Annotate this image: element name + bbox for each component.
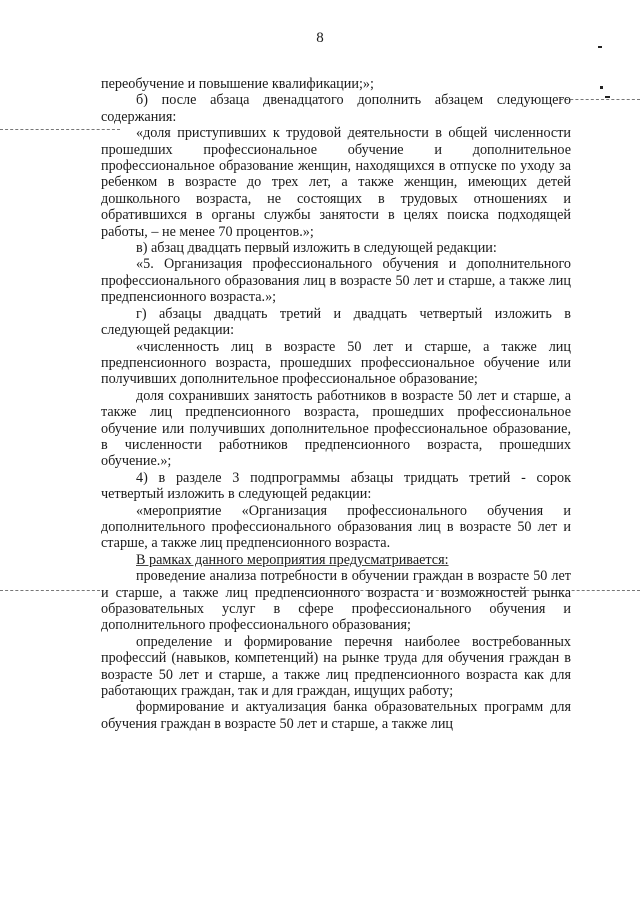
paragraph: «численность лиц в возрасте 50 лет и старше, а также лиц предпенсионного возраста, прошедших профессиональное обучение или получивших дополнительное профессиональное образование;: [101, 338, 571, 388]
paragraph: переобучение и повышение квалификации;»;: [101, 76, 374, 92]
scan-mark: [598, 46, 602, 48]
document-body: [101, 76, 571, 732]
paragraph: В рамках данного мероприятия предусматривается:: [136, 551, 449, 568]
paragraph: «мероприятие «Организация профессионального обучения и дополнительного профессионального образования лиц в возрасте 50 лет и старше, а также лиц предпенсионного возраста.: [101, 502, 571, 552]
paragraph: в) абзац двадцать первый изложить в следующей редакции:: [136, 240, 497, 257]
paragraph: определение и формирование перечня наиболее востребованных профессий (навыков, компетенций) на рынке труда для обучения граждан в возрасте 50 лет и старше, а также лиц предпенсионного возраста как для работающих граждан, так и для граждан, ищущих работу;: [101, 633, 571, 700]
scan-line: [0, 590, 100, 591]
paragraph: «доля приступивших к трудовой деятельности в общей численности прошедших профессиональное обучение и дополнительное профессиональное образование женщин, находящихся в отпуске по уходу за ребенком в возрасте до трех лет, а также женщин, имеющих детей дошкольного возраста, не состоящих в трудовых отношениях и обратившихся в органы службы занятости в целях поиска подходящей работы, – не менее 70 процентов.»;: [101, 125, 571, 240]
paragraph: «5. Организация профессионального обучения и дополнительного профессионального образования лиц в возрасте 50 лет и старше, а также лиц предпенсионного возраста.»;: [101, 256, 571, 306]
scan-mark: [605, 96, 610, 98]
paragraph: г) абзацы двадцать третий и двадцать четвертый изложить в следующей редакции:: [101, 305, 571, 339]
paragraph: формирование и актуализация банка образовательных программ для обучения граждан в возрасте 50 лет и старше, а также лиц: [101, 699, 571, 732]
paragraph: доля сохранивших занятость работников в возрасте 50 лет и старше, а также лиц предпенсионного возраста, прошедших профессиональное обучение или получивших дополнительное профессиональное образование, в численности работников предпенсионного возраста, прошедших обучение.»;: [101, 387, 571, 470]
page-number: 8: [316, 30, 324, 46]
paragraph: проведение анализа потребности в обучении граждан в возрасте 50 лет и старше, а также лиц предпенсионного возраста и возможностей рынка образовательных услуг в сфере профессионального обучения и дополнительного профессионального образования;: [101, 568, 571, 634]
scan-mark: [600, 86, 603, 89]
paragraph: 4) в разделе 3 подпрограммы абзацы тридцать третий - сорок четвертый изложить в следующей редакции:: [101, 469, 571, 503]
paragraph: б) после абзаца двенадцатого дополнить абзацем следующего содержания:: [101, 92, 571, 125]
scan-line: [560, 99, 640, 100]
